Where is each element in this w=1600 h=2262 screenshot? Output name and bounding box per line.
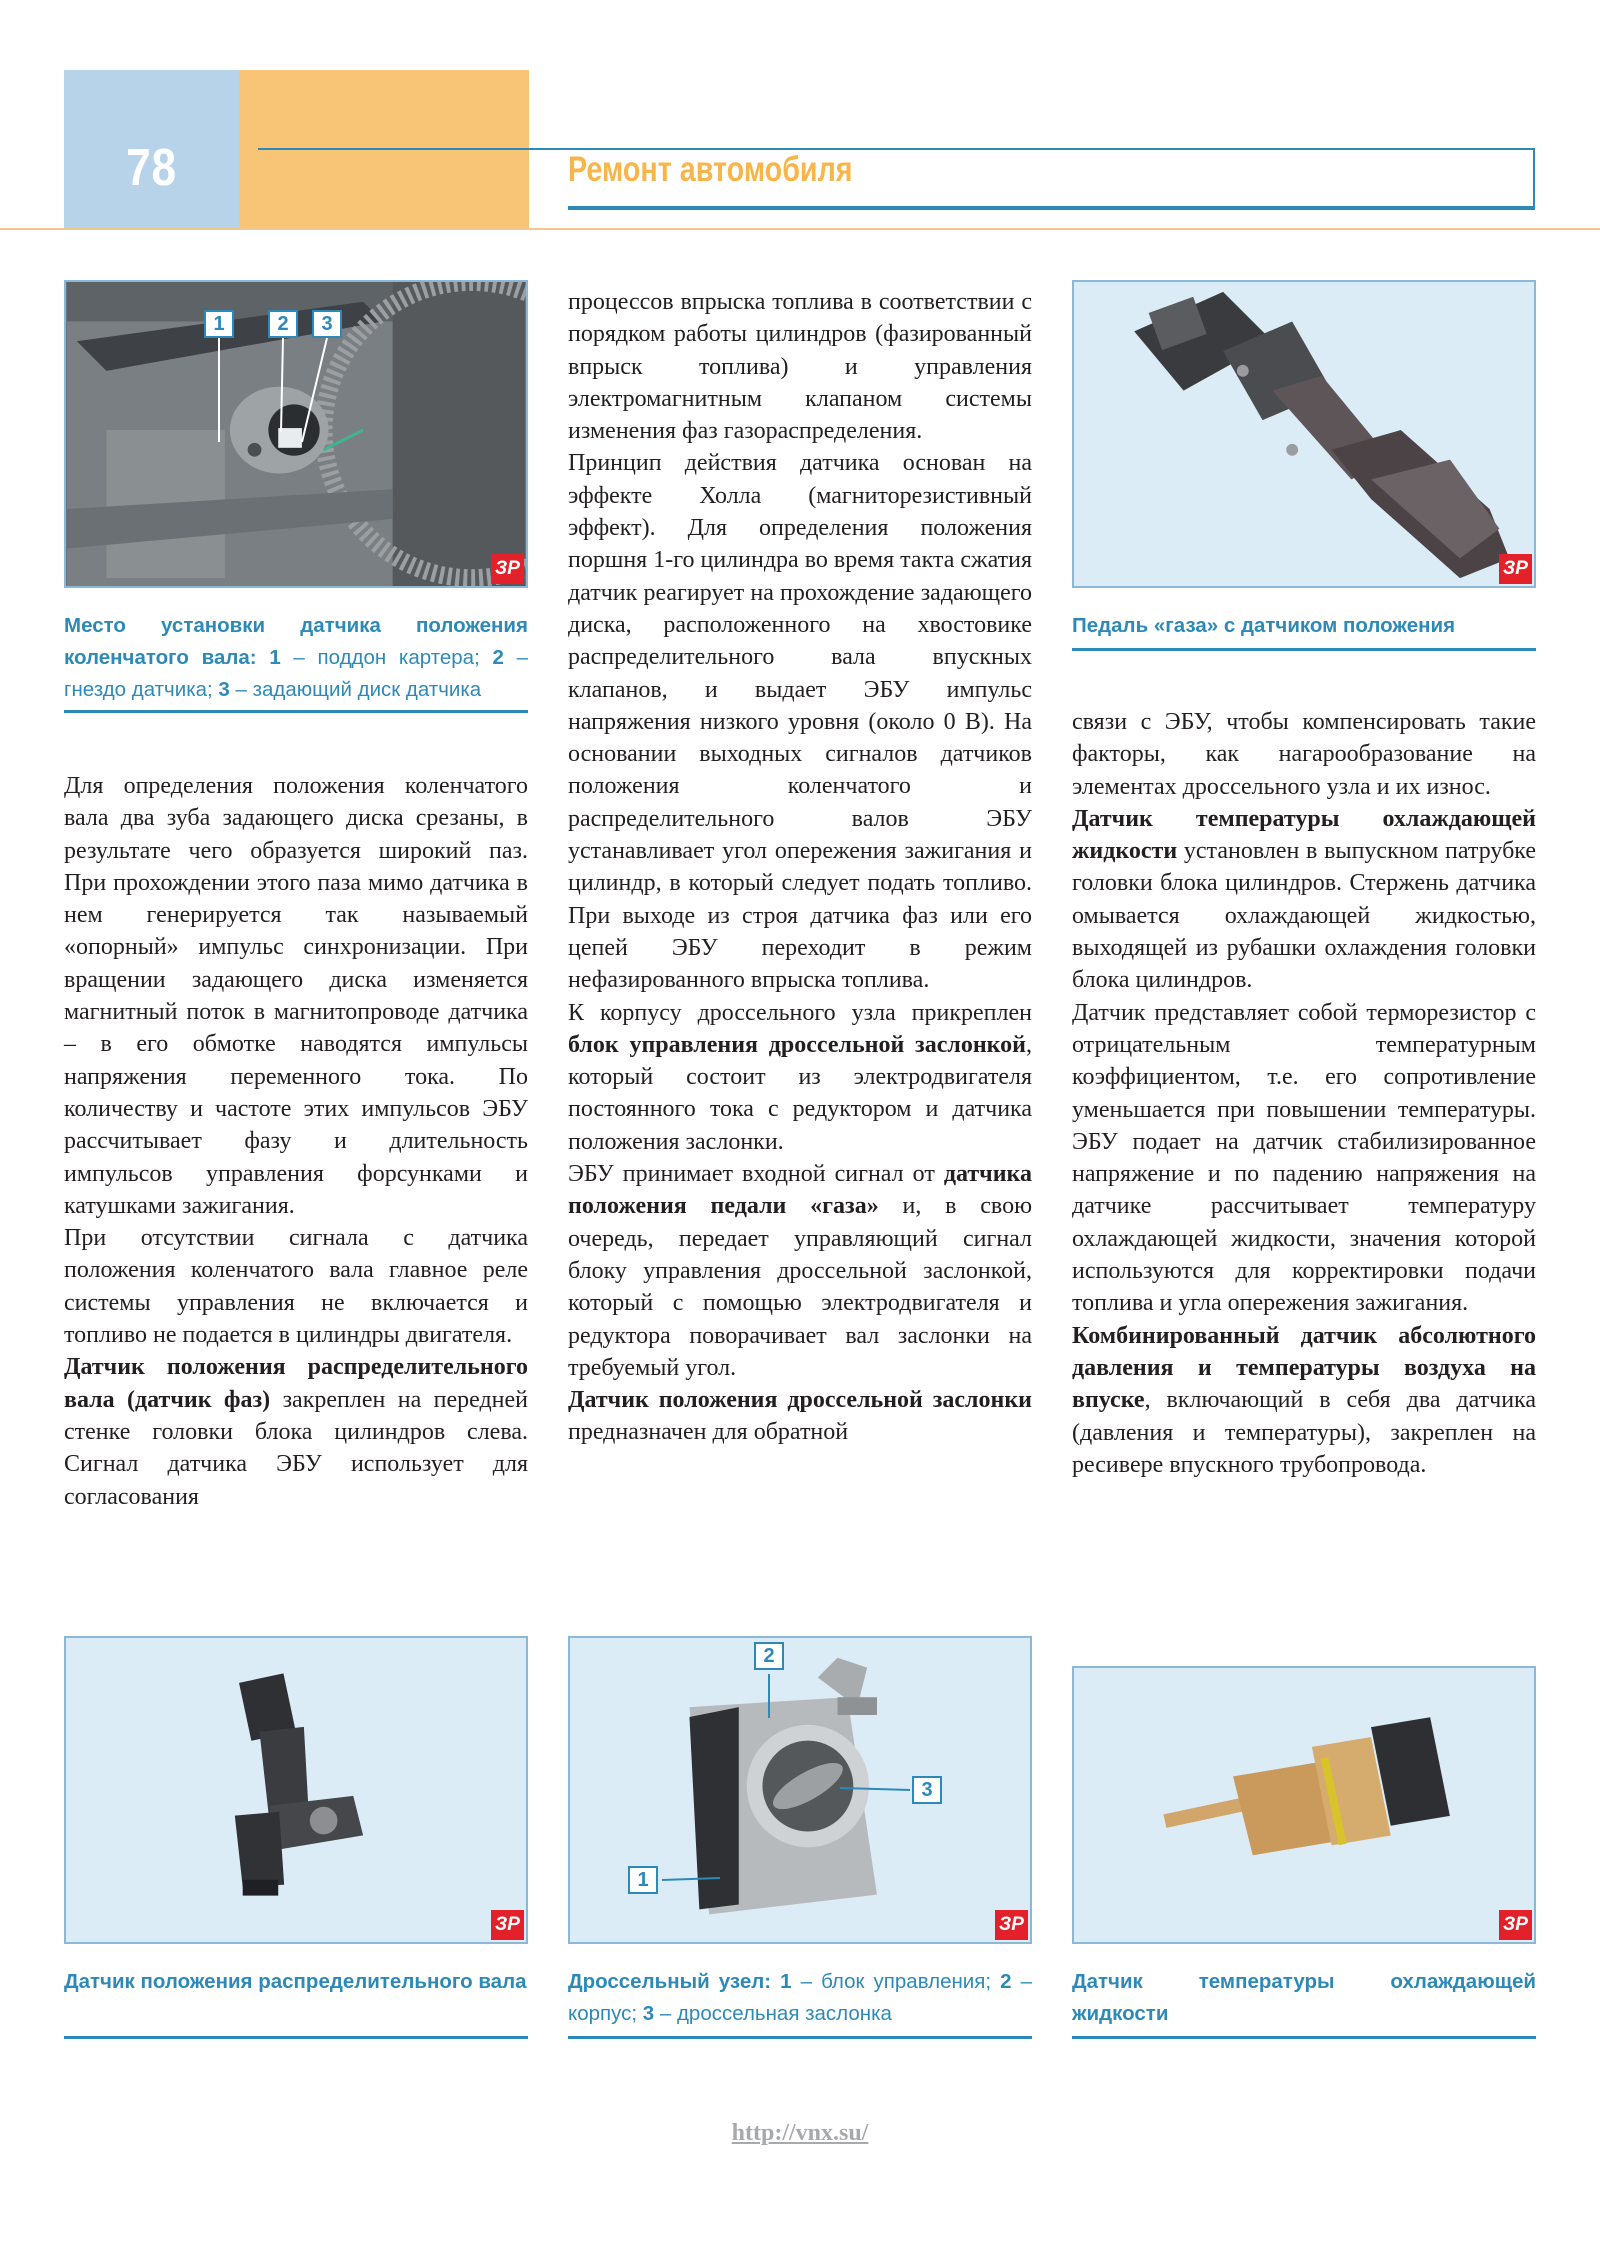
callout-1: 1 [204,310,234,338]
coolant-sensor-photo [1072,1666,1536,1944]
publisher-badge: ЗР [1499,1910,1532,1940]
caption-rule [1072,2036,1536,2039]
paragraph-text: установлен в выпускном патрубке головки блока цилиндров. Стержень датчика омывается охлаждающей жидкостью, выходящей из рубашки охлаждения головки блока цилиндров. [1072,838,1536,994]
header-orange-block [239,70,529,230]
caption-text: – гнездо датчика; [64,646,528,701]
caption-camshaft [64,1966,528,1998]
paragraph [568,1384,1032,1449]
coolant-sensor-illustration [1074,1668,1534,1942]
paragraph [64,1351,528,1512]
callout-1: 1 [628,1866,658,1894]
publisher-badge: ЗР [491,554,524,584]
caption-bold: Педаль «газа» с датчиком положения [1072,614,1456,637]
header-rule-bottom [568,206,1535,210]
caption-bold: 2 [1000,1970,1012,1993]
leader-lines [570,1638,1032,1944]
text-column-2 [568,286,1032,1449]
publisher-badge: ЗР [1499,554,1532,584]
caption-bold: 3 [642,2002,655,2025]
caption-bold: 3 [218,678,230,701]
page-number: 78 [126,139,177,197]
caption-bold: Место установки датчика положения коленчатого вала: 1 [64,614,528,669]
paragraph: Для определения положения коленчатого вала два зуба задающего диска срезаны, в результате чего образуется широкий паз. При прохождении этого паза мимо датчика в нем генерируется так называемый «опорный» импульс синхронизации. При вращении задающего диска изменяется магнитный поток в магнитопроводе датчика – в его обмотке наводятся импульсы напряжения переменного тока. По количеству и частоте этих импульсов ЭБУ рассчитывает фазу и длительность импульсов управления форсунками и катушками зажигания. [64,773,528,1219]
paragraph: Датчик представляет собой терморезистор с отрицательным температурным коэффициентом, т.е. его сопротивление уменьшается при повышении температуры. ЭБУ подает на датчик стабилизированное напряжение и по падению напряжения на датчике рассчитывает температуру охлаждающей жидкости, значения которой используются для корректировки подачи топлива и угла опережения зажигания. [1072,999,1536,1317]
paragraph [1072,1320,1536,1481]
paragraph-text: и, в свою очередь, передает управляющий сигнал блоку управления дроссельной заслонкой, который с помощью электродвигателя и редуктора поворачивает вал заслонки на требуемый угол. [568,1193,1033,1381]
paragraph [568,1158,1032,1384]
publisher-badge: ЗР [491,1910,524,1940]
caption-rule [1072,648,1536,651]
callout-3: 3 [912,1776,942,1804]
caption-coolant [1072,1966,1536,2030]
caption-text: – задающий диск датчика [229,678,482,701]
camshaft-sensor-photo [64,1636,528,1944]
paragraph-text: К корпусу дроссельного узла прикреплен [568,999,1032,1026]
paragraph-text: ЭБУ принимает входной сигнал от [568,1161,944,1188]
paragraph-text: предназначен для обратной [568,1419,849,1446]
throttle-body-photo [568,1636,1032,1944]
paragraph [1072,803,1536,997]
crankshaft-sensor-photo [64,280,528,588]
caption-throttle [568,1966,1032,2030]
caption-text: – блок управления; [791,1970,1001,1993]
term: Комбинированный датчик абсолютного давления и температуры воздуха на впуске [1072,1322,1536,1414]
term: Датчик температуры охлаждающей жидкости [1072,805,1536,865]
leader-lines [66,282,528,588]
caption-bold: 2 [492,646,504,669]
publisher-badge: ЗР [995,1910,1028,1940]
text-column-3 [1072,706,1536,1481]
caption-bold: Датчик положения распределительного вала [64,1970,527,1993]
caption-bold: Дроссельный узел: 1 [568,1970,792,1993]
footer-url[interactable]: http://vnx.su/ [731,2120,869,2146]
caption-pedal [1072,610,1536,642]
section-title: Ремонт автомобиля [568,150,853,189]
camshaft-sensor-illustration [66,1638,526,1942]
header-rule-top [258,148,1535,150]
callout-3: 3 [312,310,342,338]
caption-text: – поддон картера; [280,646,493,669]
caption-rule [64,2036,528,2039]
paragraph [568,997,1032,1158]
text-column-1 [64,770,528,1513]
caption-bold: Датчик температуры охлаждающей жидкости [1072,1970,1536,2025]
paragraph: связи с ЭБУ, чтобы компенсировать такие факторы, как нагарообразование на элементах дроссельного узла и их износ. [1072,709,1536,800]
callout-2: 2 [268,310,298,338]
caption-rule [568,2036,1032,2039]
term: блок управления дроссельной заслонкой [568,1031,1026,1058]
header-divider [0,228,1600,230]
header-rule-right [1533,148,1535,210]
paragraph-text: , включающий в себя два датчика (давления и температуры), закреплен на ресивере впускного трубопровода. [1072,1387,1536,1478]
paragraph: При отсутствии сигнала с датчика положения коленчатого вала главное реле системы управления не включается и топливо не подается в цилиндры двигателя. [64,1225,528,1349]
paragraph: процессов впрыска топлива в соответствии с порядком работы цилиндров (фазированный впрыск топлива) и управления электромагнитным клапаном системы изменения фаз газораспределения. [568,289,1032,445]
caption-text: – корпус; [568,1970,1032,2025]
paragraph-text: закреплен на передней стенке головки блока цилиндров слева. Сигнал датчика ЭБУ использует для согласования [64,1386,529,1510]
caption-rule [64,710,528,713]
term: Датчик положения дроссельной заслонки [568,1387,1032,1414]
paragraph-text: , который состоит из электродвигателя постоянного тока с редуктором и датчика положения заслонки. [568,1031,1032,1155]
pedal-illustration [1074,282,1534,586]
gas-pedal-photo [1072,280,1536,588]
paragraph: Принцип действия датчика основан на эффекте Холла (магниторезистивный эффект). Для определения положения поршня 1-го цилиндра во время такта сжатия датчик реагирует на прохождение задающего диска, расположенного на хвостовике распределительного вала впускных клапанов, и выдает ЭБУ импульс напряжения низкого уровня (около 0 В). На основании выходных сигналов датчиков положения коленчатого и распределительного валов ЭБУ устанавливает угол опережения зажигания и цилиндр, в который следует подать топливо. При выходе из строя датчика фаз или его цепей ЭБУ переходит в режим нефазированного впрыска топлива. [568,450,1032,994]
caption-crank [64,610,528,706]
callout-2: 2 [754,1642,784,1670]
term: Датчик положения распределительного вала (датчик фаз) [64,1354,528,1413]
term: датчика положения педали «газа» [568,1161,1032,1220]
caption-text: – дроссельная заслонка [654,2002,892,2025]
